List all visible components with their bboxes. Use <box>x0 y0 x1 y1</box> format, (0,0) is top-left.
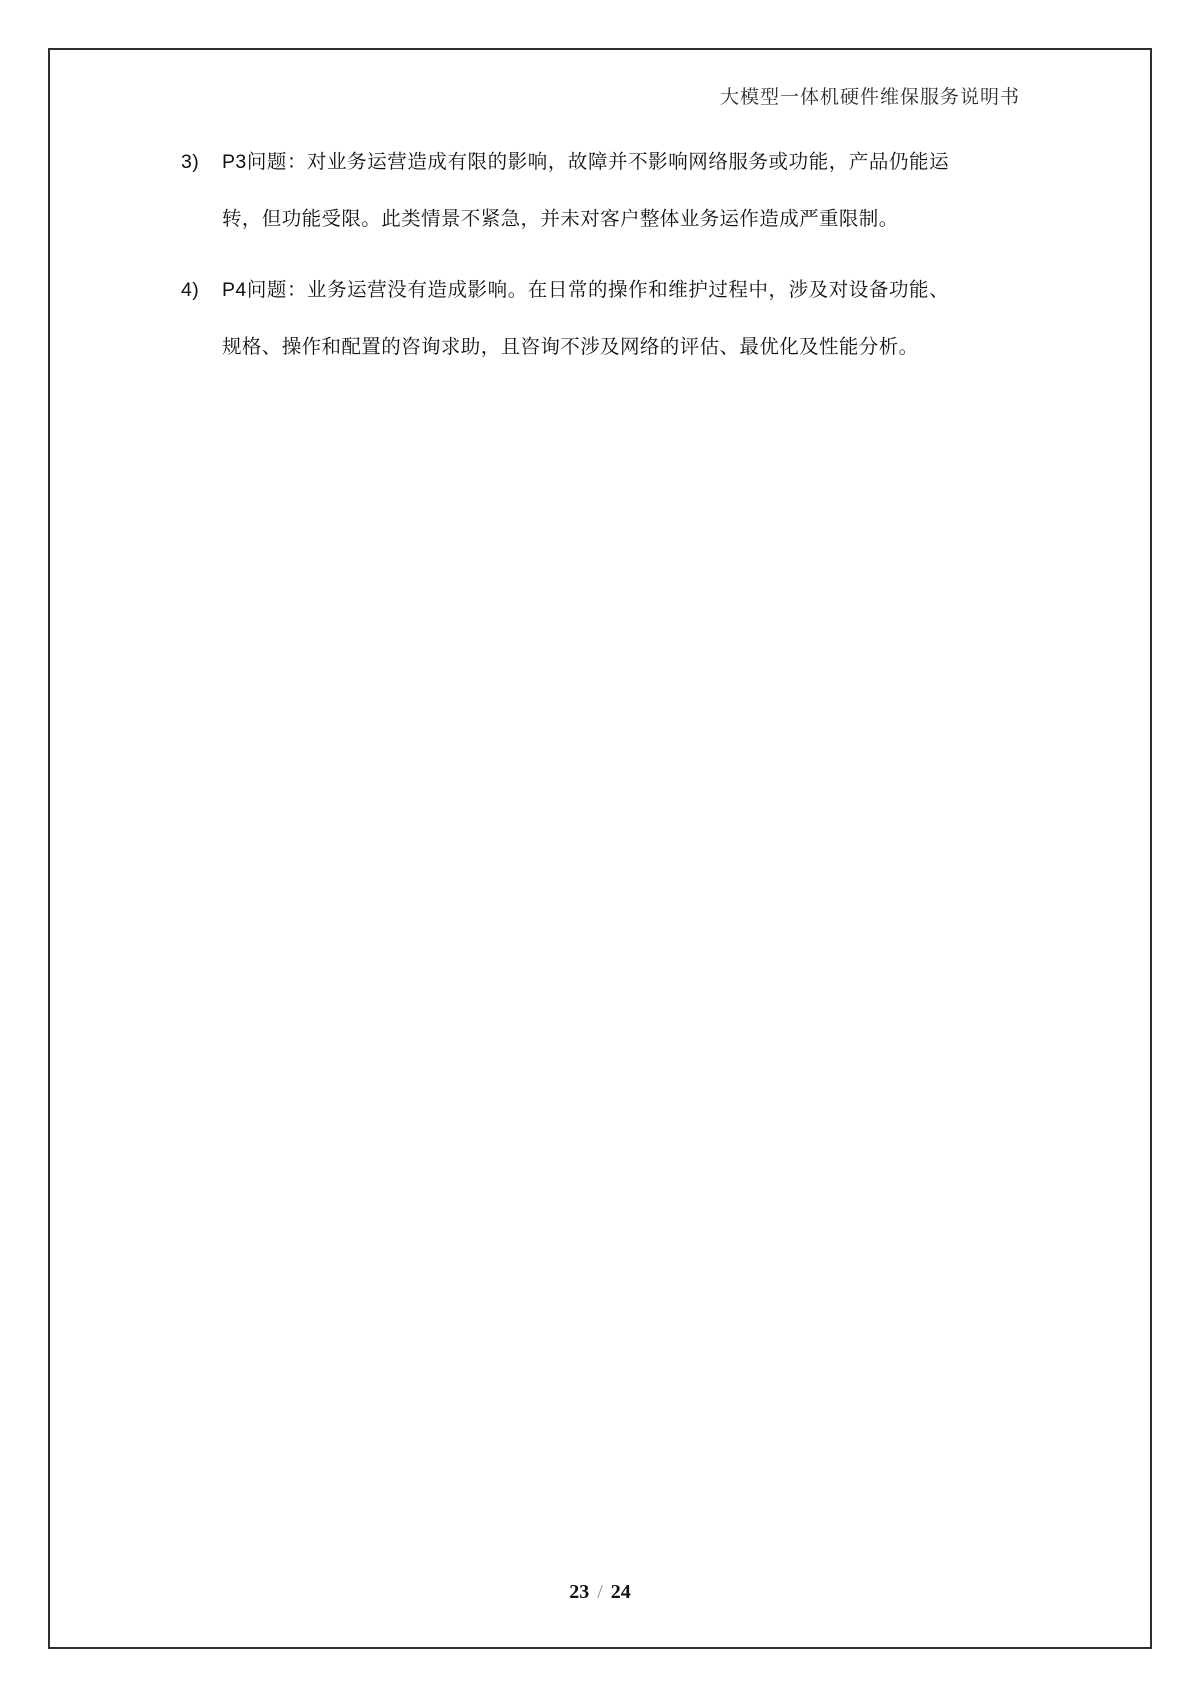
list-item-text: P3问题：对业务运营造成有限的影响，故障并不影响网络服务或功能，产品仍能运转，但功能受限。此类情景不紧急，并未对客户整体业务运作造成严重限制。 <box>222 151 949 230</box>
list-item <box>181 134 949 248</box>
list-item-text: P4问题：业务运营没有造成影响。在日常的操作和维护过程中，涉及对设备功能、规格、操作和配置的咨询求助，且咨询不涉及网络的评估、最优化及性能分析。 <box>222 279 949 358</box>
page-footer <box>50 1580 1150 1604</box>
list-item-number: 3) <box>181 151 200 173</box>
list-item-number: 4) <box>181 279 200 301</box>
header-title: 大模型一体机硬件维保服务说明书 <box>719 87 1020 108</box>
page-number-current: 23 <box>569 1581 590 1603</box>
document-page <box>48 48 1152 1649</box>
list-item <box>181 262 949 376</box>
page-number-total: 24 <box>610 1581 631 1603</box>
numbered-list <box>181 134 949 390</box>
page-number-separator: / <box>597 1581 603 1603</box>
